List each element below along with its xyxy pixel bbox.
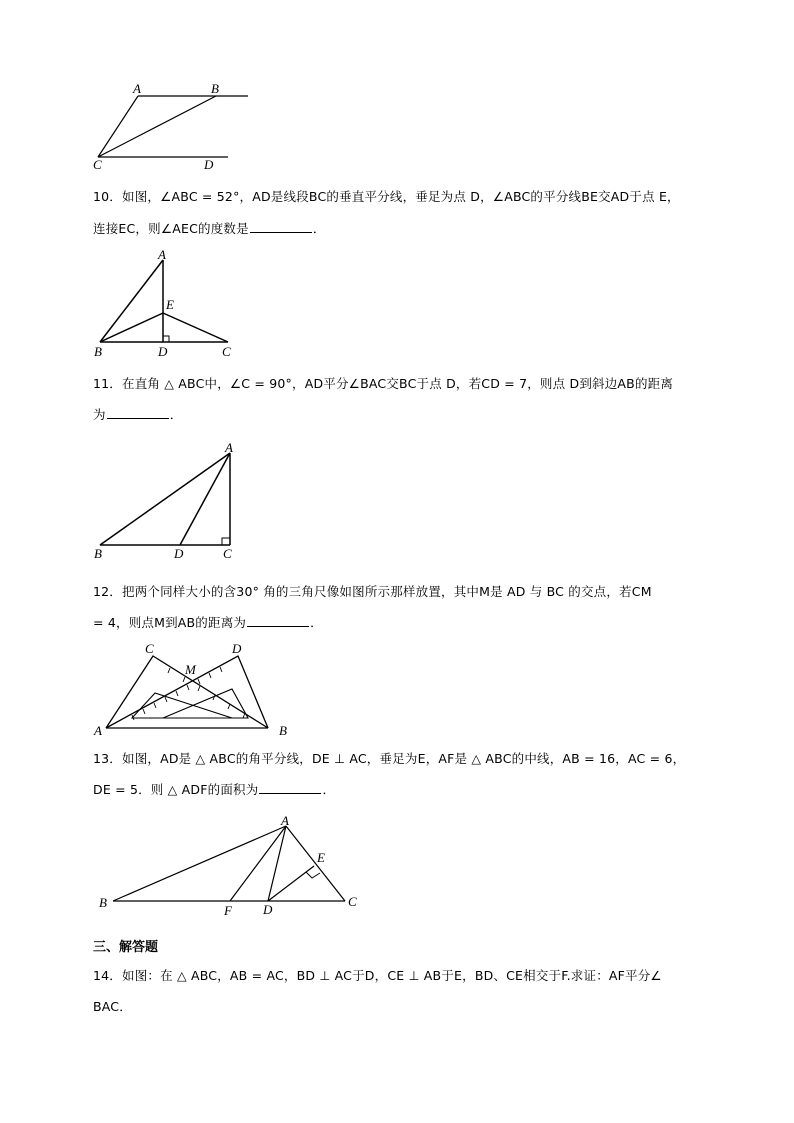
label-C: C bbox=[223, 546, 232, 561]
label-B: B bbox=[94, 546, 102, 561]
label-D: D bbox=[174, 546, 184, 561]
question-10-line-2 bbox=[93, 221, 326, 237]
question-13-text: DE = 5．则 △ ADF的面积为 bbox=[93, 782, 259, 797]
label-A: A bbox=[281, 813, 289, 828]
question-11-line-1: 11．在直角 △ ABC中，∠C = 90°，AD平分∠BAC交BC于点 D，若CD = 7，则点 D到斜边AB的距离 bbox=[93, 376, 674, 391]
label-F: F bbox=[224, 903, 232, 918]
label-A: A bbox=[94, 723, 102, 738]
label-B: B bbox=[94, 344, 102, 359]
label-E: E bbox=[166, 297, 174, 312]
question-11-line-2 bbox=[93, 407, 182, 423]
label-B: B bbox=[279, 723, 287, 738]
section-heading: 三、解答题 bbox=[93, 940, 159, 955]
label-A: A bbox=[133, 81, 141, 96]
label-B: B bbox=[99, 895, 107, 910]
label-C: C bbox=[93, 157, 102, 172]
question-10-line-1: 10．如图，∠ABC = 52°，AD是线段BC的垂直平分线，垂足为点 D，∠ABC的平分线BE交AD于点 E， bbox=[93, 189, 680, 204]
question-12-line-1: 12．把两个同样大小的含30° 角的三角尺像如图所示那样放置，其中M是 AD 与 BC 的交点，若CM bbox=[93, 584, 652, 599]
answer-blank-13[interactable] bbox=[259, 782, 321, 794]
label-E: E bbox=[317, 850, 325, 865]
label-D: D bbox=[204, 157, 214, 172]
label-A: A bbox=[158, 247, 166, 262]
question-10-text: 连接EC，则∠AEC的度数是 bbox=[93, 221, 249, 236]
label-D: D bbox=[232, 641, 242, 656]
label-M: M bbox=[185, 662, 196, 677]
question-14-line-1: 14．如图：在 △ ABC，AB = AC，BD ⊥ AC于D，CE ⊥ AB于E，BD、CE相交于F.求证：AF平分∠ bbox=[93, 968, 662, 983]
label-D: D bbox=[158, 344, 168, 359]
question-12-end: ． bbox=[310, 615, 323, 630]
question-13-end: ． bbox=[322, 782, 336, 797]
label-B: B bbox=[211, 81, 219, 96]
figure-q12 bbox=[90, 638, 300, 742]
label-C: C bbox=[145, 641, 154, 656]
figure-q9 bbox=[90, 78, 260, 173]
label-A: A bbox=[225, 440, 233, 455]
answer-blank-11[interactable] bbox=[107, 407, 169, 419]
question-14-line-2: BAC． bbox=[93, 999, 132, 1014]
label-C: C bbox=[348, 894, 357, 909]
figure-q10 bbox=[90, 245, 250, 363]
figure-q13 bbox=[90, 810, 370, 922]
question-11-end: ． bbox=[169, 407, 183, 422]
question-10-end: ． bbox=[312, 221, 326, 236]
question-13-line-1: 13．如图，AD是 △ ABC的角平分线，DE ⊥ AC，垂足为E，AF是 △ ABC的中线，AB = 16，AC = 6， bbox=[93, 751, 686, 766]
question-12-text: = 4，则点M到AB的距离为 bbox=[93, 615, 247, 630]
question-11-text: 为 bbox=[93, 407, 106, 422]
figure-q11 bbox=[90, 435, 250, 565]
label-D: D bbox=[263, 902, 273, 917]
label-C: C bbox=[222, 344, 231, 359]
answer-blank-10[interactable] bbox=[250, 221, 312, 233]
answer-blank-12[interactable] bbox=[247, 615, 309, 627]
question-12-line-2 bbox=[93, 615, 323, 631]
question-13-line-2 bbox=[93, 782, 335, 798]
